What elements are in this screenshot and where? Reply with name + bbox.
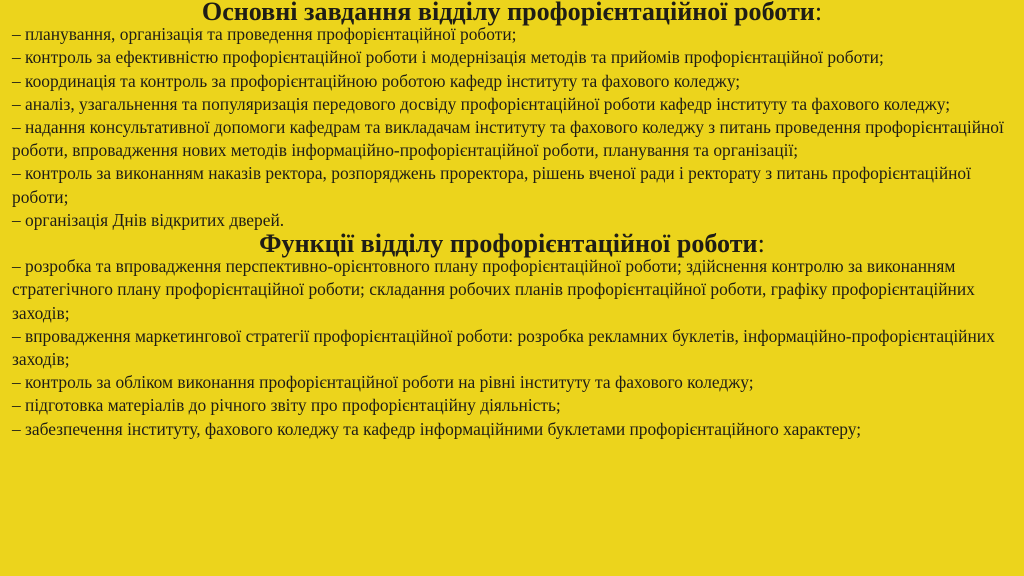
task-item: – контроль за ефективністю профорієнтаційної роботи і модернізація методів та прийомів профорієнтаційної роботи; bbox=[12, 47, 884, 68]
section-2-function-list bbox=[12, 255, 1012, 441]
function-item: – підготовка матеріалів до річного звіту про профорієнтаційну діяльність; bbox=[12, 395, 561, 416]
task-item: – організація Днів відкритих дверей. bbox=[12, 209, 285, 230]
task-item: – планування, організація та проведення профорієнтаційної роботи; bbox=[12, 24, 517, 45]
section-1-title-colon: : bbox=[814, 0, 823, 26]
section-2-heading bbox=[12, 229, 1012, 259]
function-item: – впровадження маркетингової стратегії профорієнтаційної роботи: розробка рекламних буклетів, інформаційно-профорієнтаційних заходів; bbox=[12, 325, 995, 370]
function-item: – розробка та впровадження перспективно-орієнтовного плану профорієнтаційної роботи; здійснення контролю за виконанням стратегічного плану профорієнтаційної роботи; складання робочих планів профорієнтаційної роботи, графіку профорієнтаційних заходів; bbox=[12, 256, 975, 323]
task-item: – надання консультативної допомоги кафедрам та викладачам інституту та фахового коледжу з питань проведення профорієнтаційної роботи, впровадження нових методів інформаційно-профорієнтаційної роботи, планування та організації; bbox=[12, 117, 1004, 161]
function-item: – забезпечення інституту, фахового коледжу та кафедр інформаційними буклетами профорієнтаційного характеру; bbox=[12, 418, 862, 439]
section-1-task-list bbox=[12, 23, 1012, 232]
section-1-title: Основні завдання відділу профорієнтаційної роботи bbox=[201, 0, 815, 26]
task-item: – контроль за виконанням наказів ректора, розпоряджень проректора, рішень вченої ради і ректорату з питань профорієнтаційної роботи; bbox=[12, 163, 971, 207]
task-item: – аналіз, узагальнення та популяризація передового досвіду профорієнтаційної роботи кафедр інституту та фахового коледжу; bbox=[12, 93, 951, 114]
function-item: – контроль за обліком виконання профорієнтаційної роботи на рівні інституту та фахового коледжу; bbox=[12, 372, 754, 393]
section-2-title-colon: : bbox=[757, 229, 765, 259]
task-item: – координація та контроль за профорієнтаційною роботою кафедр інституту та фахового коледжу; bbox=[12, 70, 741, 91]
section-1-heading bbox=[12, 0, 1012, 26]
section-2-title: Функції відділу профорієнтаційної роботи bbox=[259, 229, 758, 259]
